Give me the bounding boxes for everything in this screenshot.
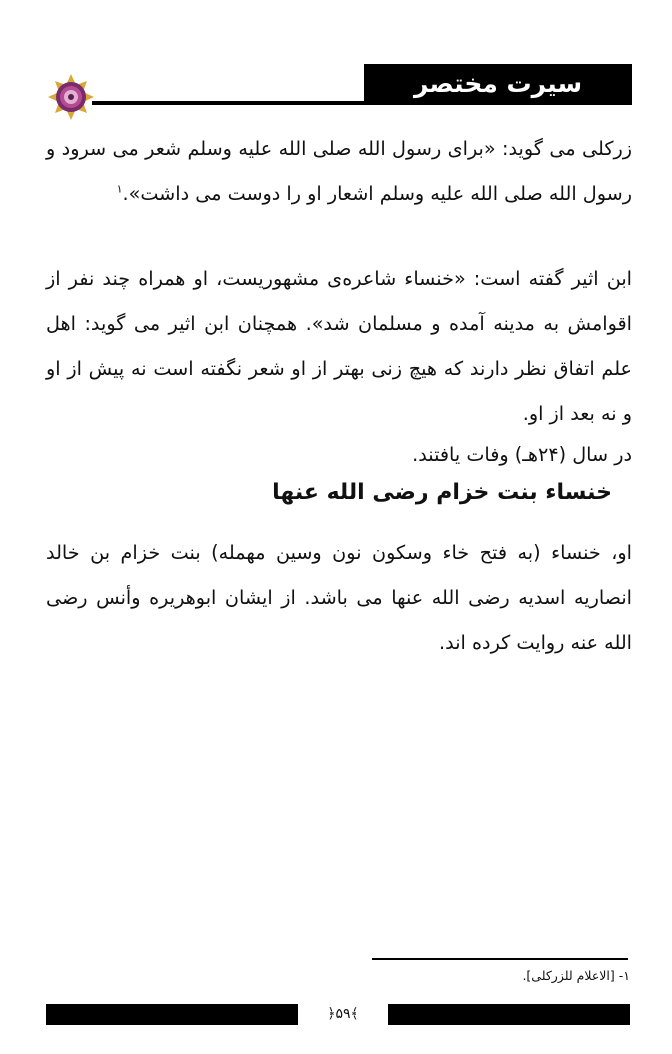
footnote: ۱- [الاعلام للزرکلی]. (522, 968, 630, 983)
section-heading: خنساء بنت خزام رضی الله عنها (272, 480, 612, 505)
paragraph-3: در سال (۲۴هـ) وفات یافتند. (412, 443, 632, 466)
page-title: سیرت مختصر صحابیات (364, 64, 632, 104)
footer-bar-left (46, 1004, 298, 1025)
footnote-rule (372, 958, 628, 960)
page-number: ﴿۵۹﴾ (327, 1006, 359, 1022)
paragraph-1 (46, 126, 632, 216)
ornament-icon (46, 72, 96, 122)
paragraph-2: ابن اثیر گفته است: «خنساء شاعره‌ی مشهوریست، او همراه چند نفر از اقوامش به مدینه آمده و مسلمان شد». همچنان ابن اثیر می گوید: اهل علم اتفاق نظر دارند که هیچ زنی بهتر از او شعر نگفته است نه پیش از او و نه بعد از او. (46, 267, 632, 425)
paragraph-4: او، خنساء (به فتح خاء وسکون نون وسین مهمله) بنت خزام بن خالد انصاریه اسدیه رضی الله عنها می باشد. از ایشان ابوهریره وأنس رضی الله عنه روایت کرده اند. (46, 541, 632, 654)
paragraph-1-text: زرکلی می گوید: «برای رسول الله صلی الله علیه وسلم شعر می سرود و رسول الله صلی الله علیه وسلم اشعار او را دوست می داشت». (46, 137, 632, 205)
footnote-ref: ۱ (116, 182, 123, 196)
footer-bar-right (388, 1004, 630, 1025)
